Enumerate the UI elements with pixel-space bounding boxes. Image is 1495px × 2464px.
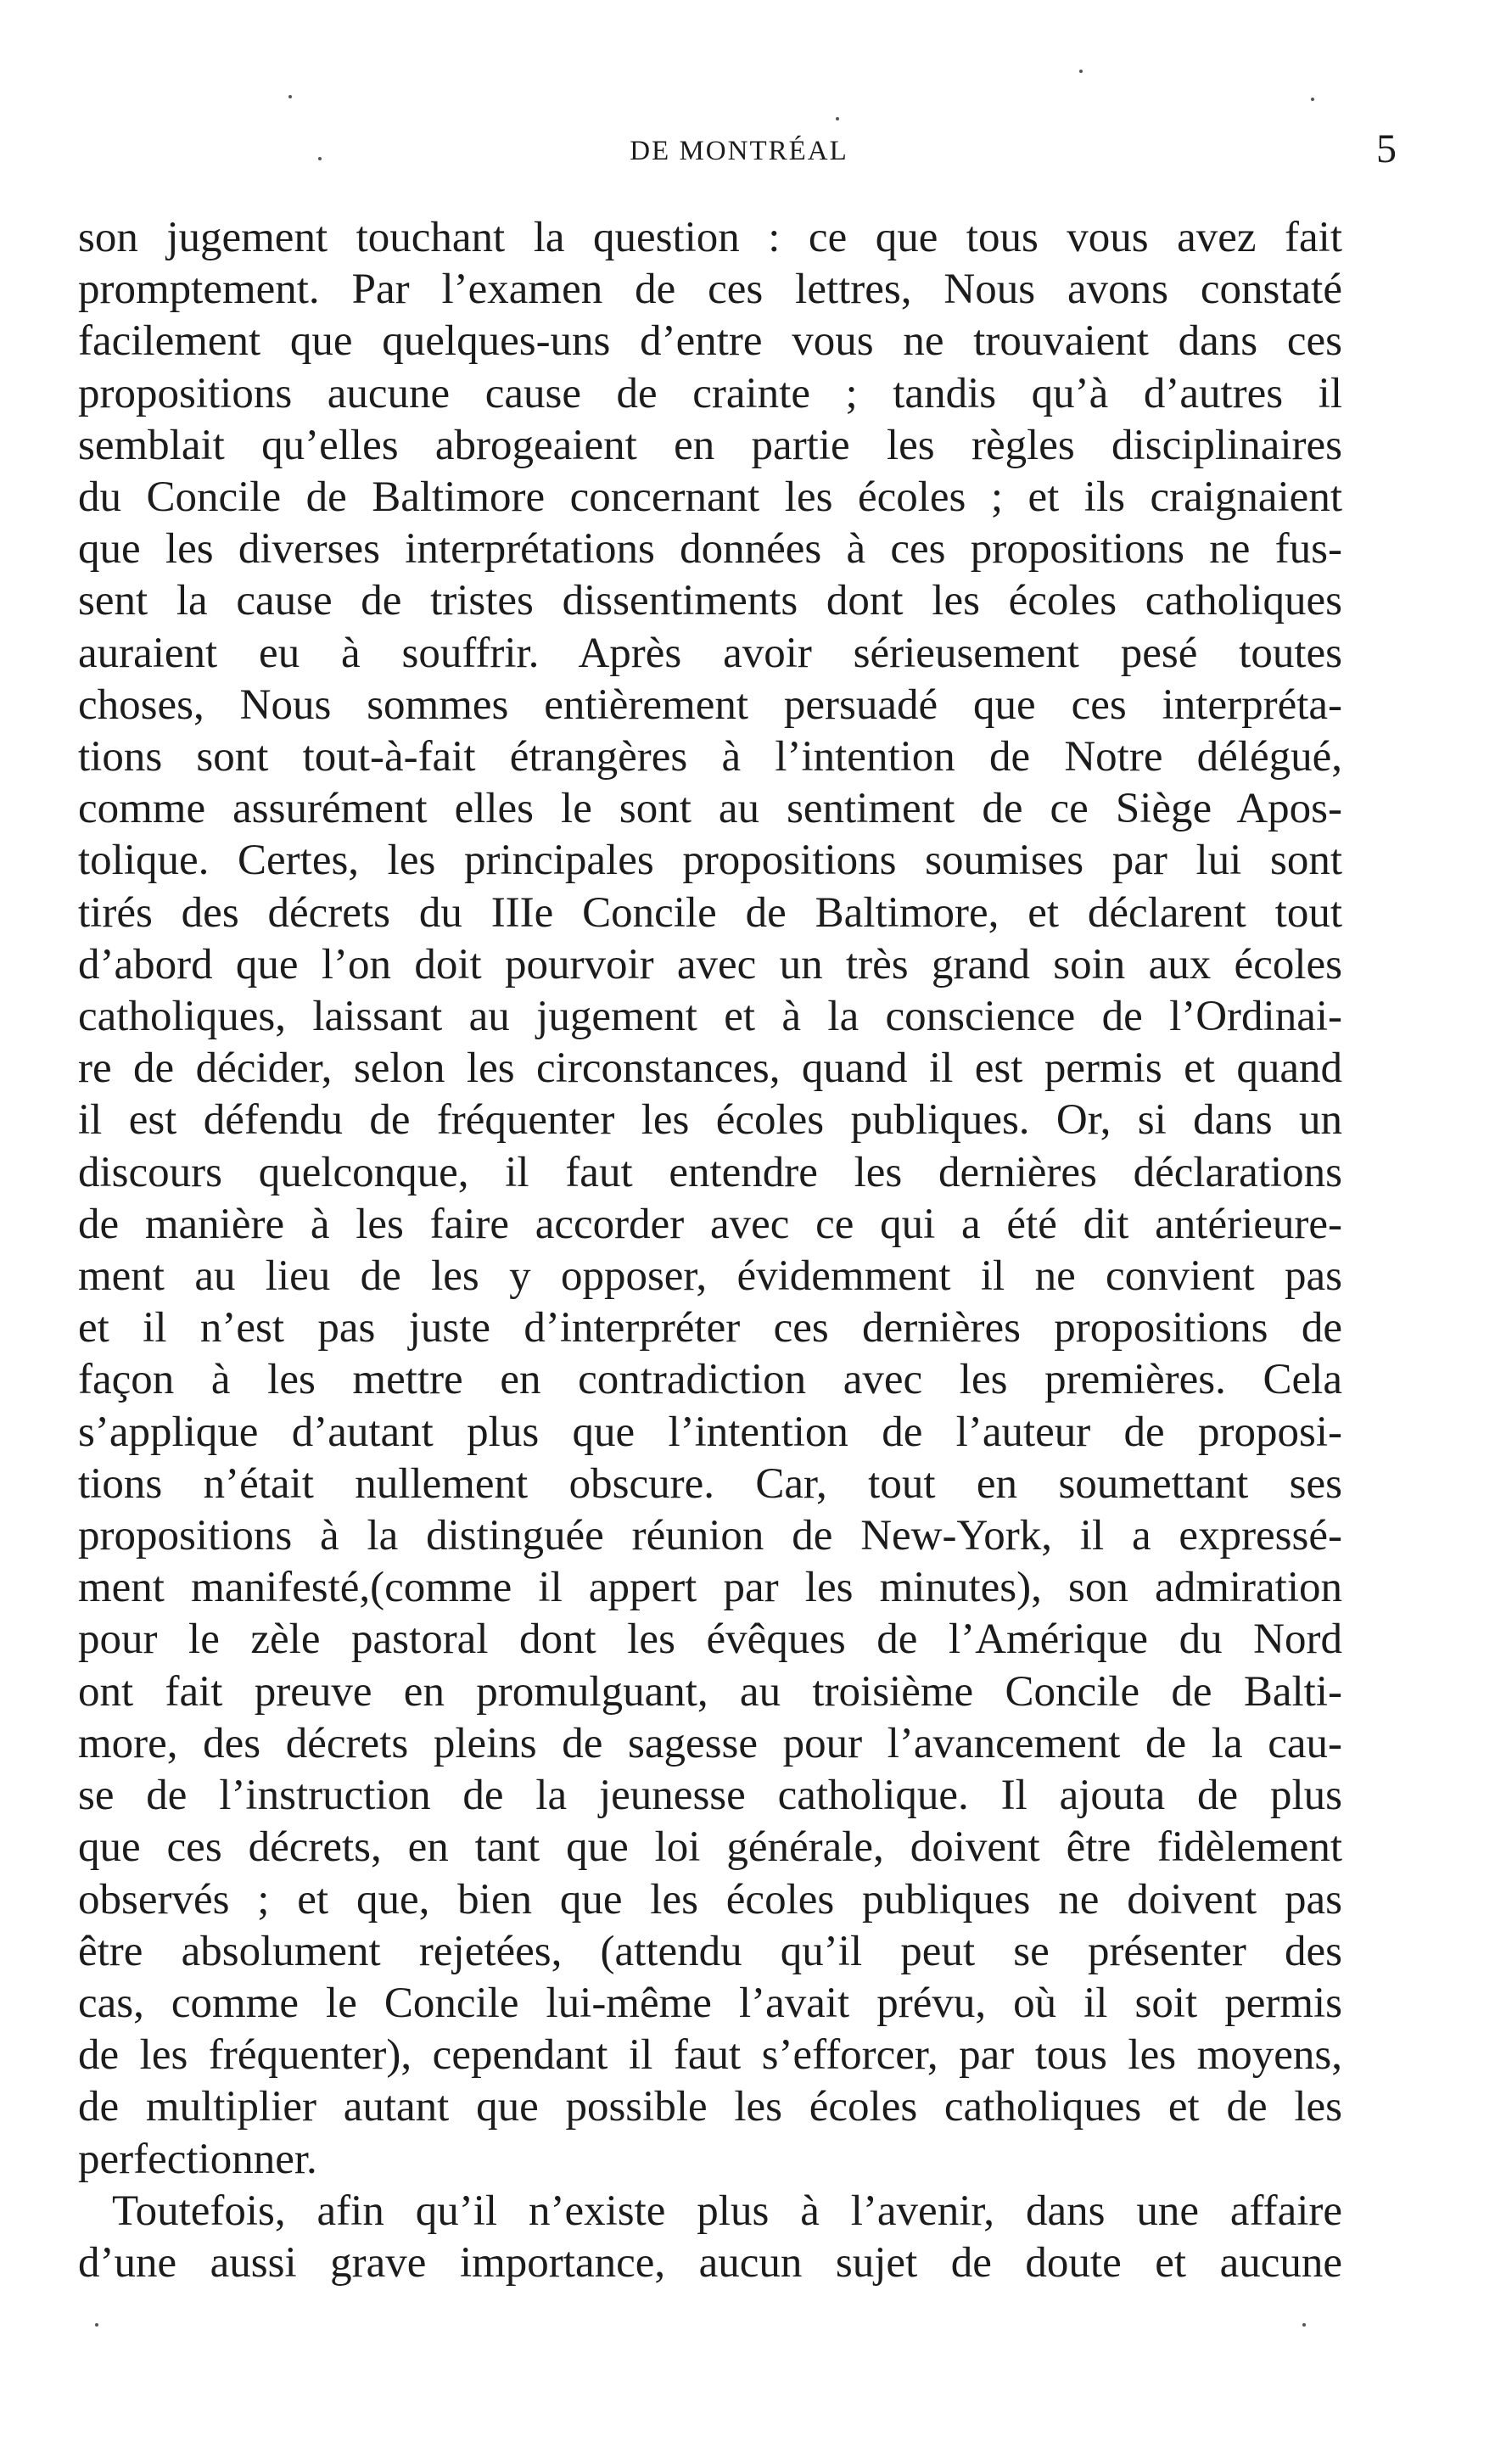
print-speck: [288, 95, 292, 98]
print-speck: [95, 2323, 98, 2327]
text-line: re de décider, selon les circonstances, quand il est permis et quand: [78, 1044, 1342, 1093]
text-line: façon à les mettre en contradiction avec les premières. Cela: [78, 1356, 1342, 1404]
text-line: observés ; et que, bien que les écoles publiques ne doivent pas: [78, 1875, 1342, 1924]
text-line: ment manifesté,(comme il appert par les minutes), son admiration: [78, 1564, 1342, 1612]
text-line: du Concile de Baltimore concernant les écoles ; et ils craignaient: [78, 473, 1342, 522]
text-line: comme assurément elles le sont au sentiment de ce Siège Apos-: [78, 785, 1342, 833]
text-line: s’applique d’autant plus que l’intention de l’auteur de proposi-: [78, 1408, 1342, 1456]
text-line: semblait qu’elles abrogeaient en partie les règles disciplinaires: [78, 421, 1342, 469]
text-line: sent la cause de tristes dissentiments dont les écoles catholiques: [78, 577, 1342, 625]
text-line: cas, comme le Concile lui-même l’avait prévu, où il soit permis: [78, 1979, 1342, 2027]
print-speck: [1302, 2323, 1306, 2327]
page-header: [81, 126, 1397, 193]
text-line: propositions à la distinguée réunion de New-York, il a expressé-: [78, 1512, 1342, 1560]
paragraph-2: [78, 2186, 1342, 2289]
text-line: que ces décrets, en tant que loi générale, doivent être fidèlement: [78, 1823, 1342, 1872]
text-line: discours quelconque, il faut entendre les dernières déclarations: [78, 1148, 1342, 1196]
text-line: se de l’instruction de la jeunesse catholique. Il ajouta de plus: [78, 1772, 1342, 1820]
text-line: promptement. Par l’examen de ces lettres, Nous avons constaté: [78, 266, 1342, 314]
text-line: d’abord que l’on doit pourvoir avec un très grand soin aux écoles: [78, 940, 1342, 988]
text-line: pour le zèle pastoral dont les évêques de l’Amérique du Nord: [78, 1616, 1342, 1664]
text-line: tolique. Certes, les principales propositions soumises par lui sont: [78, 837, 1342, 885]
text-line: catholiques, laissant au jugement et à la conscience de l’Ordinai-: [78, 993, 1342, 1041]
text-line: tions n’était nullement obscure. Car, tout en soumettant ses: [78, 1459, 1342, 1508]
text-line: de les fréquenter), cependant il faut s’efforcer, par tous les moyens,: [78, 2031, 1342, 2080]
text-line: et il n’est pas juste d’interpréter ces dernières propositions de: [78, 1304, 1342, 1352]
print-speck: [1311, 98, 1314, 101]
print-speck: [318, 157, 322, 160]
text-line: choses, Nous sommes entièrement persuadé que ces interpréta-: [78, 680, 1342, 729]
text-line: que les diverses interprétations données à ces propositions ne fus-: [78, 525, 1342, 574]
text-line: ment au lieu de les y opposer, évidemment il ne convient pas: [78, 1252, 1342, 1301]
text-line: perfectionner.: [78, 2135, 317, 2183]
print-speck: [1079, 70, 1083, 73]
print-speck: [836, 117, 839, 120]
text-line: être absolument rejetées, (attendu qu’il peut se présenter des: [78, 1927, 1342, 1975]
text-line: de multiplier autant que possible les écoles catholiques et de les: [78, 2083, 1342, 2131]
text-line: more, des décrets pleins de sagesse pour l’avancement de la cau-: [78, 1719, 1342, 1767]
text-line: d’une aussi grave importance, aucun sujet de doute et aucune: [78, 2238, 1342, 2287]
text-line: auraient eu à souffrir. Après avoir sérieusement pesé toutes: [78, 629, 1342, 677]
text-line: de manière à les faire accorder avec ce qui a été dit antérieure-: [78, 1200, 1342, 1248]
text-line: tions sont tout-à-fait étrangères à l’intention de Notre délégué,: [78, 733, 1342, 781]
text-line: tirés des décrets du IIIe Concile de Baltimore, et déclarent tout: [78, 888, 1342, 937]
text-line: ont fait preuve en promulguant, au troisième Concile de Balti-: [78, 1667, 1342, 1716]
running-head: DE MONTRÉAL: [630, 136, 848, 166]
text-line: il est défendu de fréquenter les écoles publiques. Or, si dans un: [78, 1096, 1342, 1145]
paragraph-1: [78, 212, 1342, 2186]
page-number: 5: [1376, 126, 1397, 171]
text-line: Toutefois, afin qu’il n’existe plus à l’avenir, dans une affaire: [112, 2187, 1342, 2235]
text-line: facilement que quelques-uns d’entre vous ne trouvaient dans ces: [78, 317, 1342, 366]
text-line: son jugement touchant la question : ce que tous vous avez fait: [78, 214, 1342, 261]
body-text: [78, 212, 1342, 2289]
text-line: propositions aucune cause de crainte ; tandis qu’à d’autres il: [78, 369, 1342, 417]
